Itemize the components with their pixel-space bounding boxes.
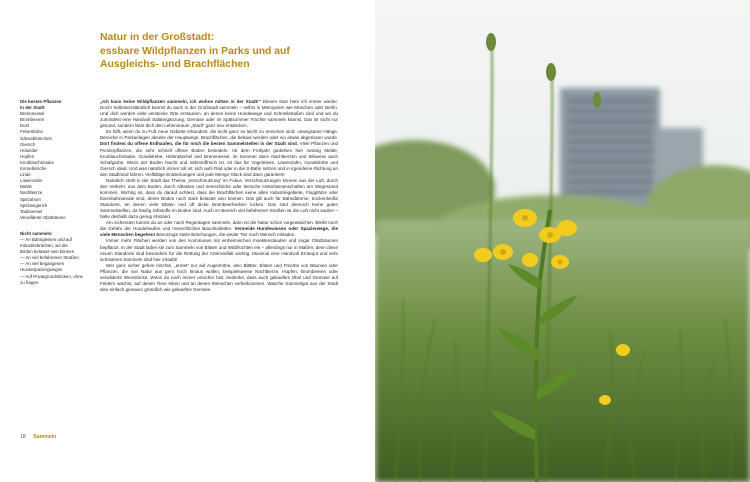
paragraph-6: Wer ganz sicher gehen möchte, „erntet“ nur auf Augenhöhe, also Blätter, Blüten und Früchte von Bäumen oder Pflanzen, die von Natur aus gern hoch hinaus wollen, beispielsweise Nachtkerze, Hopfen, Brombeeren oder verwilderte Weinstöcke. Wenn du noch immer unsicher bist, bedenke, dass auch gekauftes Obst und Gemüse auf Feldern wächst, auf denen Tiere leben und an denen Menschen vorbeikommen. Wasche Sammelgut aus der Stadt also einfach genauso gründlich wie gekauftes Gemüse. <box>100 262 338 292</box>
section-name: Sammeln <box>33 434 57 440</box>
paragraph-4-text-a: Am sichersten kannst du an oder nach Regentagen sammeln, dann ist die Natur schon vorgewaschen. Bleibt noch die Gefahr der Hundehaufen und menschlichen Bauchtoiletten. <box>100 220 338 232</box>
paragraph-2-text-a: Es hilft, wenn du zu Fuß neue Gebiete erkundest, die nicht ganz so leicht zu erreichen sind: unwegsame Hänge, Bereiche in Parkanlagen abseits der Hauptwege, Brachflächen, die bebaut werden oder wo etwas abgerissen wurde. <box>100 129 338 141</box>
plant-item: Linde <box>20 172 31 178</box>
plant-item: Taubnessel <box>20 208 43 214</box>
avoid-line: Böden belastet sein können <box>20 249 75 255</box>
title-line-2: essbare Wildpflanzen in Parks und auf <box>100 45 290 57</box>
avoid-line: — An Bahngleisen und auf <box>20 236 72 242</box>
paragraph-3: Natürlich steht in der Stadt das Thema „Verschmutzung“ im Fokus. Verschmutzungen können aus der Luft, durch den Verkehr, aus dem Boden, durch Altlasten und menschliche oder tierische Hinterlassenschaften am Wegesrand kommen. Wichtig ist, dass du darauf achtest, dass die Brachflächen keine alten Industriegebiete, Flugplätze oder Eisenbahnareale sind, deren Böden noch stark belastet sein können. Das gilt auch für Bahndämme, trockenheiße Standorte, an denen viele Blüten und oft dicke Brombeerhecken locken. Das sind dennoch keine guten Sammelstellen, da häufig Giftstoffe im Boden sind. Auch im Bereich viel befahrener Straßen ist die Luft nicht sauber – halte deshalb dazu genug Abstand. <box>100 177 338 220</box>
plant-item: Spitzahorn <box>20 196 41 202</box>
photo-illustration <box>375 0 750 482</box>
paragraph-2 <box>100 129 338 178</box>
sidebar-heading-line-1: Die besten Pflanzen <box>20 99 62 104</box>
plant-item: Dost <box>20 123 30 129</box>
plant-item: Kornelkirsche <box>20 166 47 172</box>
page-number: 18 <box>20 434 26 440</box>
plant-item: Knoblauchsrauke <box>20 159 54 165</box>
plant-item: Nachtkerze <box>20 190 43 196</box>
plant-item: Brennnessel <box>20 111 45 117</box>
paragraph-1 <box>100 99 338 129</box>
paragraph-4-highlight: Vermeide Hundewiesen oder Spazierwege, die viele Menschen begehen! <box>100 226 338 238</box>
avoid-line: Hundespaziergwegen <box>20 267 63 273</box>
avoid-heading: Nicht sammeln: <box>20 230 53 236</box>
paragraph-4-text-c: Bevorzuge steile Böschungen, die weder Tier noch Mensch einladen. <box>156 232 296 238</box>
paragraph-2-text-c: Viele Pflanzen und Pionierpflanzen, die sehr schnell offene Böden besiedeln. Ab dem Frühjahr gedeihen hier massig Melde, Knoblauchsrauke, Gundelrebe, Hirtentäschel und Brennnessel, im Sommer dann Nachtkerzen und teilweise auch Schafgarbe. Wenn der Boden feucht und nährstoffreich ist, ist das für Vogelmiere, Löwenzahn, Gundelrebe und Giersch ideal. Und was natürlich immer toll ist: sich aufs Rad oder in die S-Bahn setzen und in irgendeine Richtung an den Stadtrand fahren. Vielfältige Entdeckungen und jede Menge Glück sind dann garantiert! <box>100 141 339 177</box>
title-line-3: Ausgleichs- und Brachflächen <box>100 59 250 71</box>
avoid-line: Industriebrachen, wo die <box>20 243 68 249</box>
plant-item: Spitzwegerich <box>20 202 48 208</box>
plant-item: Holunder <box>20 147 38 153</box>
plant-item: Löwenzahn <box>20 178 43 184</box>
page-footer <box>20 434 56 440</box>
plant-item: Giersch <box>20 141 36 147</box>
plant-item: Brombeeren <box>20 117 45 123</box>
paragraph-1-text: Diesen Satz höre ich immer wieder. Doch! Selbstverständlich kannst du auch in der Großstadt sammeln – selbst in Metropolen wie München oder Berlin. Und dich werden viele verstecke Orte erstaunen, an denen keine Hundewege und Schnellstraßen sind und wo du zumindest eine Handvoll Salatergänzung, Gemüse oder im Spätsommer Früchte sammeln kannst. Das ist nicht nur gesund, sondern lässt dich den Lebensraum „Stadt“ ganz neu entdecken. <box>100 99 338 129</box>
avoid-line: — An viel befahrenen Straßen <box>20 255 79 261</box>
plant-item: Gänseblümchen <box>20 135 52 141</box>
avoid-line: zu fragen <box>20 279 39 285</box>
photo-evening-primrose <box>375 0 750 482</box>
plant-item: Felsenbirne <box>20 129 43 135</box>
lead-quote: „Ich kann keine Wildpflanzen sammeln, ich wohne mitten in der Stadt!“ <box>100 99 261 104</box>
article-body <box>100 99 338 293</box>
avoid-line: — Auf Privatgrundstücken, ohne <box>20 273 83 279</box>
plant-item: Melde <box>20 184 32 190</box>
plant-item: Hopfen <box>20 153 35 159</box>
title-line-1: Natur in der Großstadt: <box>100 32 215 43</box>
page-title <box>100 31 340 72</box>
sidebar-plant-list <box>20 99 86 286</box>
paragraph-2-highlight: Dort findest du offene Erdhaufen, die für mich die besten Sammelstellen in der Stadt sind. <box>100 141 299 147</box>
sidebar-heading-line-2: in der Stadt: <box>20 105 46 111</box>
paragraph-5: Immer mehr Flächen werden von den Kommunen mit einheimischen Insektenstauden und sogar Obstbäumen bepflanzt. In der Stadt laden sie zum Sammeln von Blüten und Wildfrüchten ein – allerdings nur in Maßen, denn diese neuen Standorte sind besonders für die Rettung der Artenvielfalt wichtig. Maximal eine Handvoll Erntequt und sehr achtsames Sammeln sind hier erlaubt! <box>100 238 338 262</box>
avoid-line: — An viel begangenen <box>20 261 65 267</box>
paragraph-4 <box>100 220 338 238</box>
plant-item: Verwilderte Obstbäume <box>20 214 66 220</box>
